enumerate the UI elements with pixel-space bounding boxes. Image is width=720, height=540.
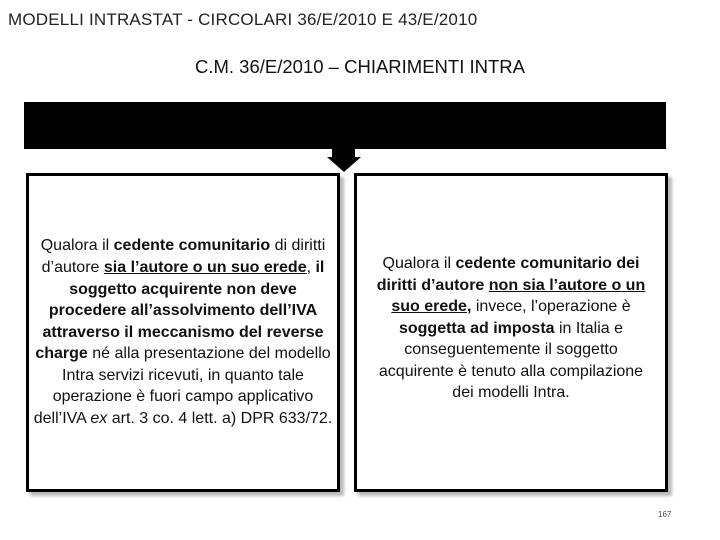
right-box-text [357, 253, 665, 404]
right-text-box [354, 173, 668, 492]
left-text-bold: il soggetto acquirente non deve procedere all’assolvimento dell’IVA attraverso il meccanismo del reverse charge [35, 258, 325, 363]
left-text-bold-underlined [104, 259, 307, 276]
left-box-text [29, 235, 337, 429]
left-text-run: art. 3 co. 4 lett. a) DPR 633/72. [107, 410, 333, 428]
down-arrow-head [327, 157, 361, 172]
left-text-run: di diritti d’autore [41, 237, 326, 276]
left-text-underline: sia l’autore o un suo erede [103, 258, 307, 276]
left-text-bold: cedente comunitario [113, 237, 271, 255]
left-text-run: Qualora il [40, 237, 114, 255]
right-text-underline: non sia l’autore o un suo erede [391, 276, 646, 316]
left-text-run: , [306, 258, 316, 276]
right-text-run: Qualora il [382, 254, 456, 272]
black-banner-bar [24, 102, 666, 149]
right-text-run: in Italia e conseguentemente il soggetto acquirente è tenuto alla compilazione dei modelli Intra. [378, 319, 644, 402]
left-text-run: né alla presentazione del modello Intra servizi ricevuti, in quanto tale operazione è fuori campo applicativo dell’IVA [33, 345, 331, 428]
left-text-italic: ex [90, 410, 108, 428]
right-text-bold: , [466, 298, 472, 316]
left-text-box [26, 173, 340, 492]
slide-header-title: MODELLI INTRASTAT - CIRCOLARI 36/E/2010 E 43/E/2010 [8, 10, 478, 29]
slide-subtitle: C.M. 36/E/2010 – CHIARIMENTI INTRA [194, 56, 525, 77]
right-text-bold: cedente comunitario dei diritti d’autore [376, 254, 640, 294]
right-text-run: invece, l’operazione è [471, 298, 631, 316]
page-number: 167 [658, 510, 672, 519]
right-text-bold: soggetta ad imposta [398, 319, 555, 337]
